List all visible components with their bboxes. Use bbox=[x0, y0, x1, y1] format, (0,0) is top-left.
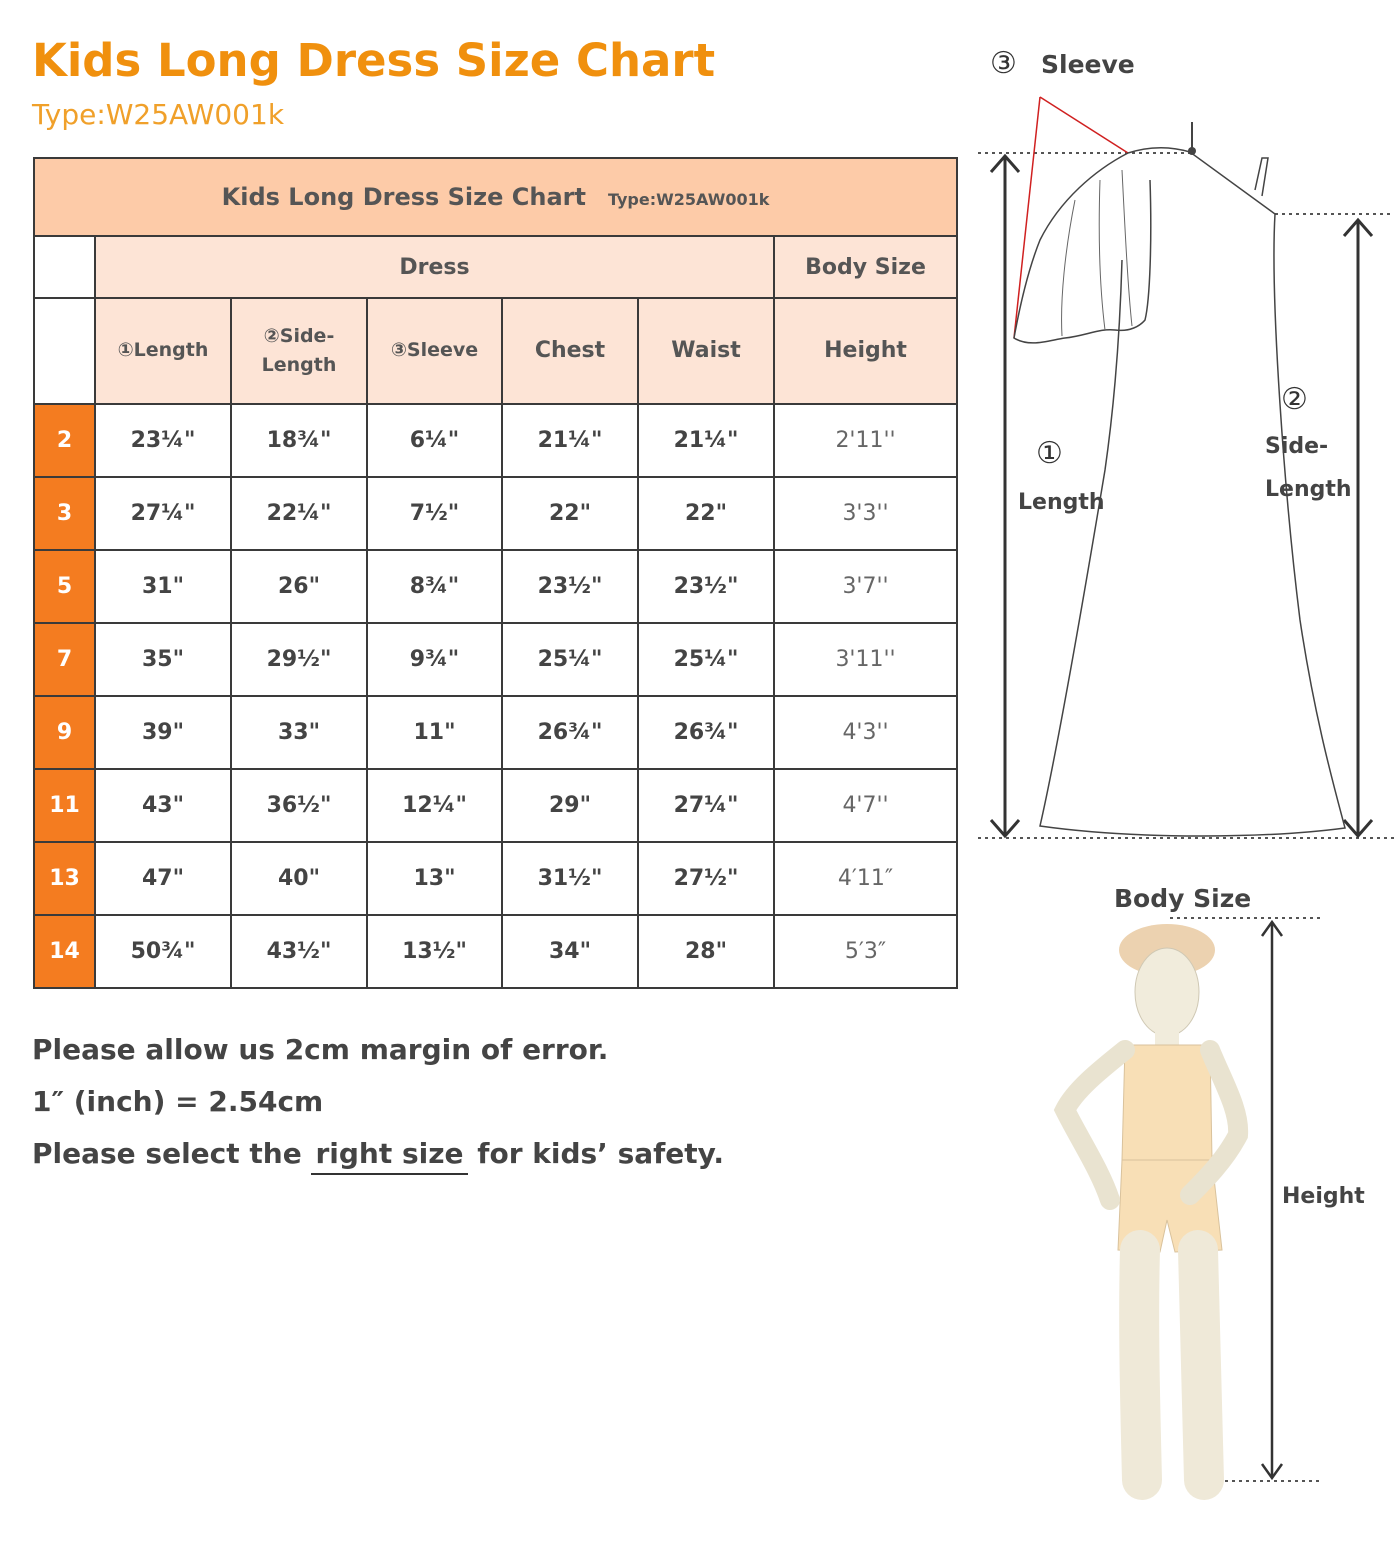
chest-cell: 26¾" bbox=[502, 696, 638, 769]
sleeve-number: ③ bbox=[990, 46, 1017, 81]
height-cell: 3'3'' bbox=[774, 477, 957, 550]
size-cell: 7 bbox=[34, 623, 95, 696]
sleeve-cell: 13½" bbox=[367, 915, 502, 988]
mannequin-head bbox=[1135, 948, 1199, 1036]
size-cell: 2 bbox=[34, 404, 95, 477]
chest-cell: 29" bbox=[502, 769, 638, 842]
note-safety-pre: Please select the bbox=[32, 1137, 302, 1170]
note-margin: Please allow us 2cm margin of error. bbox=[32, 1033, 609, 1066]
waist-cell: 21¼" bbox=[638, 404, 774, 477]
height-cell: 2'11'' bbox=[774, 404, 957, 477]
sleeve-label: Sleeve bbox=[1041, 50, 1135, 79]
length-cell: 50¾" bbox=[95, 915, 231, 988]
size-cell: 11 bbox=[34, 769, 95, 842]
length-cell: 39" bbox=[95, 696, 231, 769]
page-subtitle: Type:W25AW001k bbox=[32, 98, 285, 131]
dress-strap bbox=[1255, 158, 1268, 196]
length-cell: 31" bbox=[95, 550, 231, 623]
length-cell: 47" bbox=[95, 842, 231, 915]
waist-cell: 25¼" bbox=[638, 623, 774, 696]
side-length-number: ② bbox=[1281, 382, 1308, 417]
side-cell: 40" bbox=[231, 842, 367, 915]
side-cell: 26" bbox=[231, 550, 367, 623]
size-cell: 14 bbox=[34, 915, 95, 988]
chest-cell: 22" bbox=[502, 477, 638, 550]
banner-type: Type:W25AW001k bbox=[607, 190, 770, 209]
height-cell: 4'7'' bbox=[774, 769, 957, 842]
waist-cell: 27½" bbox=[638, 842, 774, 915]
height-cell: 4'3'' bbox=[774, 696, 957, 769]
height-cell: 4′11″ bbox=[774, 842, 957, 915]
note-safety-post: for kids’ safety. bbox=[477, 1137, 725, 1170]
waist-cell: 27¼" bbox=[638, 769, 774, 842]
size-cell: 13 bbox=[34, 842, 95, 915]
sleeve-cell: 12¼" bbox=[367, 769, 502, 842]
sleeve-ruffle bbox=[1014, 153, 1151, 343]
height-cell: 5′3″ bbox=[774, 915, 957, 988]
chest-cell: 34" bbox=[502, 915, 638, 988]
side-cell: 43½" bbox=[231, 915, 367, 988]
page-title: Kids Long Dress Size Chart bbox=[32, 34, 716, 87]
sleeve-cell: 6¼" bbox=[367, 404, 502, 477]
col-header-sleeve: ③Sleeve bbox=[367, 298, 502, 404]
sleeve-measure-line bbox=[1040, 97, 1128, 153]
chest-cell: 21¼" bbox=[502, 404, 638, 477]
side-cell: 36½" bbox=[231, 769, 367, 842]
col-header-length: ①Length bbox=[95, 298, 231, 404]
length-cell: 23¼" bbox=[95, 404, 231, 477]
waist-cell: 23½" bbox=[638, 550, 774, 623]
mannequin-left-leg bbox=[1139, 1250, 1142, 1480]
size-cell: 5 bbox=[34, 550, 95, 623]
waist-cell: 22" bbox=[638, 477, 774, 550]
group-header-body-size: Body Size bbox=[774, 236, 957, 298]
sleeve-cell: 13" bbox=[367, 842, 502, 915]
sleeve-cell: 7½" bbox=[367, 477, 502, 550]
col-header-side-line2: Length bbox=[261, 354, 337, 376]
waist-cell: 26¾" bbox=[638, 696, 774, 769]
length-cell: 27¼" bbox=[95, 477, 231, 550]
mannequin-top bbox=[1122, 1045, 1212, 1160]
chest-cell: 31½" bbox=[502, 842, 638, 915]
note-inch: 1″ (inch) = 2.54cm bbox=[32, 1085, 324, 1118]
sleeve-measure-line-2 bbox=[1014, 97, 1040, 338]
height-label: Height bbox=[1282, 1184, 1365, 1209]
size-cell: 3 bbox=[34, 477, 95, 550]
side-length-label-2: Length bbox=[1265, 477, 1352, 502]
sleeve-cell: 9¾" bbox=[367, 623, 502, 696]
size-cell: 9 bbox=[34, 696, 95, 769]
sleeve-cell: 11" bbox=[367, 696, 502, 769]
mannequin-right-leg bbox=[1198, 1250, 1204, 1480]
length-cell: 35" bbox=[95, 623, 231, 696]
sleeve-cell: 8¾" bbox=[367, 550, 502, 623]
side-length-label-1: Side- bbox=[1265, 434, 1329, 459]
banner-title: Kids Long Dress Size Chart bbox=[221, 183, 586, 211]
length-number: ① bbox=[1036, 436, 1063, 471]
length-label: Length bbox=[1018, 490, 1105, 515]
length-cell: 43" bbox=[95, 769, 231, 842]
height-cell: 3'7'' bbox=[774, 550, 957, 623]
col-header-waist: Waist bbox=[638, 298, 774, 404]
side-cell: 29½" bbox=[231, 623, 367, 696]
side-cell: 22¼" bbox=[231, 477, 367, 550]
body-size-title: Body Size bbox=[1114, 884, 1252, 913]
side-cell: 33" bbox=[231, 696, 367, 769]
chest-cell: 23½" bbox=[502, 550, 638, 623]
height-cell: 3'11'' bbox=[774, 623, 957, 696]
group-header-dress: Dress bbox=[95, 236, 774, 298]
mannequin-left-arm bbox=[1065, 1050, 1125, 1200]
side-cell: 18¾" bbox=[231, 404, 367, 477]
chest-cell: 25¼" bbox=[502, 623, 638, 696]
waist-cell: 28" bbox=[638, 915, 774, 988]
note-safety-underlined: right size bbox=[311, 1135, 467, 1175]
col-header-chest: Chest bbox=[502, 298, 638, 404]
col-header-height: Height bbox=[774, 298, 957, 404]
col-header-side-line1: ②Side- bbox=[263, 324, 335, 347]
child-mannequin bbox=[1065, 924, 1238, 1480]
